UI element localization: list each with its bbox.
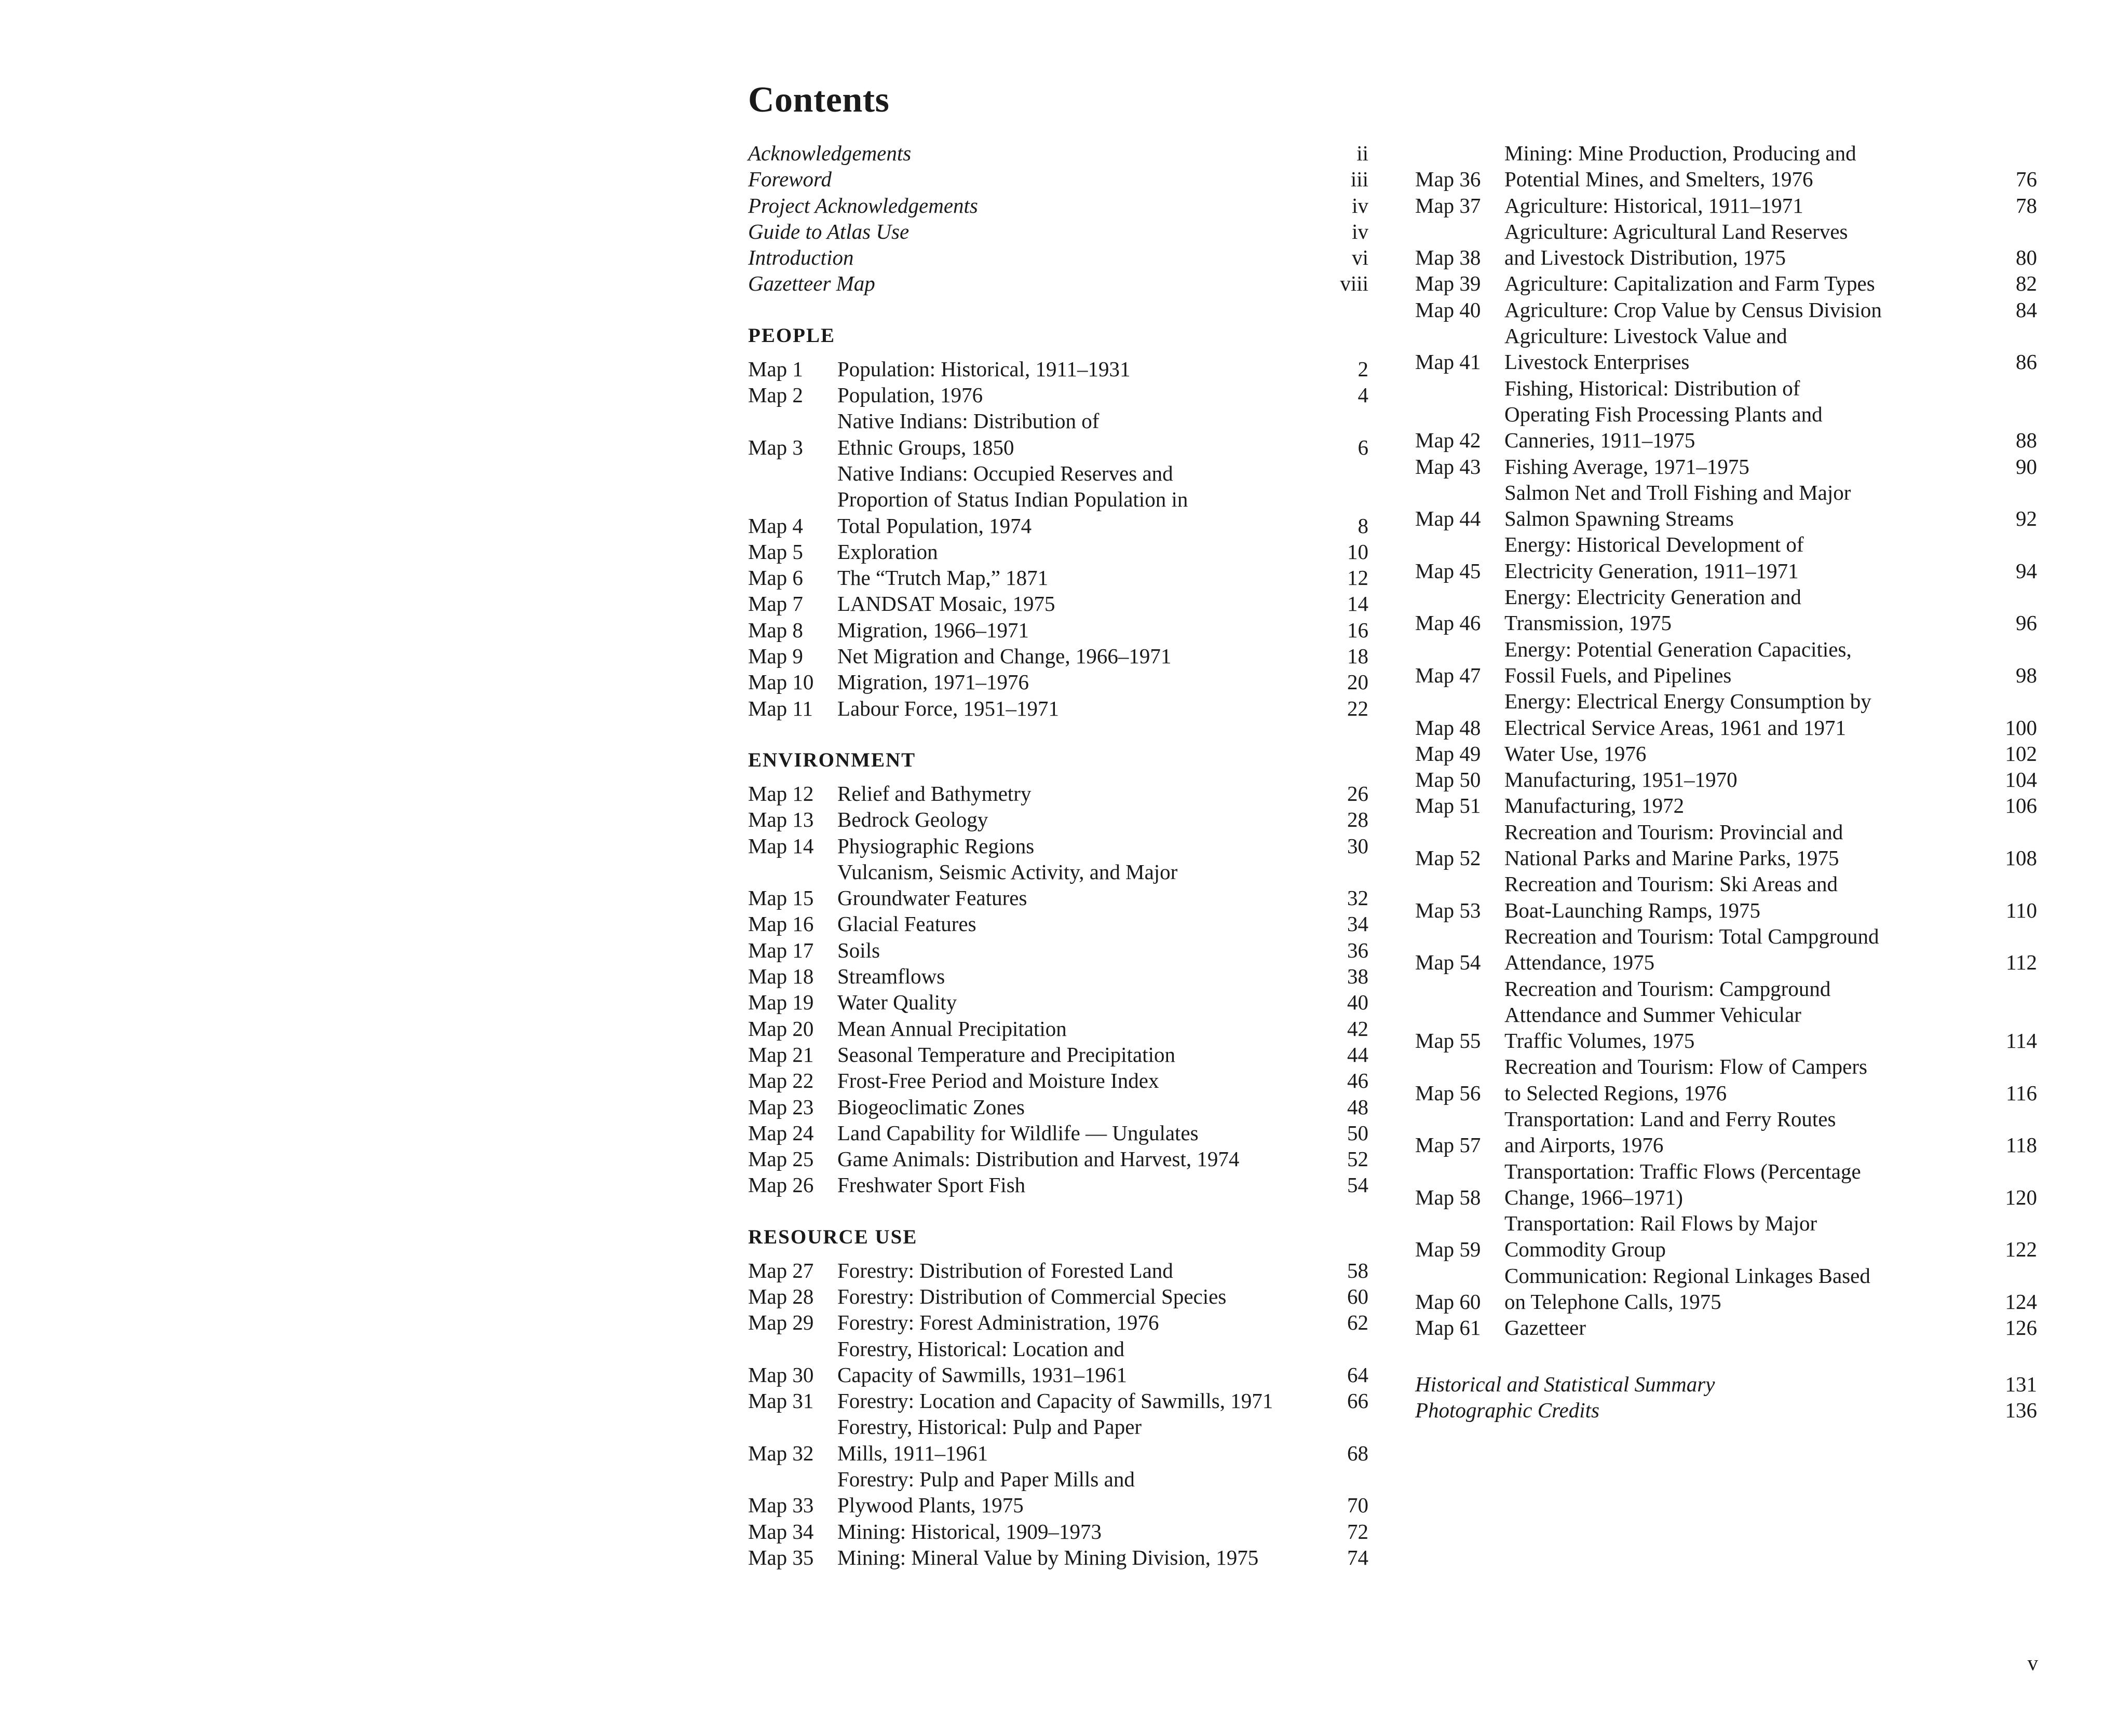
section-entries bbox=[748, 356, 1368, 721]
map-page: 124 bbox=[2005, 1290, 2037, 1314]
map-number: Map 4 bbox=[748, 513, 803, 538]
map-number: Map 38 bbox=[1415, 245, 1481, 270]
map-page: 4 bbox=[1358, 383, 1368, 407]
right-map-list bbox=[1415, 140, 2037, 1341]
map-title: Native Indians: Occupied Reserves and Proportion of Status Indian Population in Total Population, 1974 bbox=[837, 461, 1188, 538]
section-block bbox=[748, 323, 1368, 721]
map-page: 66 bbox=[1347, 1389, 1368, 1413]
map-page: 14 bbox=[1347, 592, 1368, 616]
map-entry bbox=[748, 565, 1368, 591]
spacer bbox=[1415, 1341, 2037, 1371]
map-number: Map 31 bbox=[748, 1389, 814, 1413]
map-number: Map 46 bbox=[1415, 611, 1481, 635]
map-entry bbox=[1415, 297, 2037, 323]
map-page: 108 bbox=[2005, 846, 2037, 870]
map-page: 72 bbox=[1347, 1519, 1368, 1543]
map-number: Map 2 bbox=[748, 383, 803, 407]
map-entry bbox=[1415, 636, 2037, 689]
map-page: 36 bbox=[1347, 938, 1368, 962]
map-page: 34 bbox=[1347, 912, 1368, 936]
map-title: Recreation and Tourism: Provincial and National Parks and Marine Parks, 1975 bbox=[1504, 819, 1843, 870]
map-entry bbox=[748, 1544, 1368, 1570]
map-page: 122 bbox=[2005, 1237, 2037, 1262]
map-page: 20 bbox=[1347, 670, 1368, 694]
map-entry bbox=[1415, 688, 2037, 741]
map-title: Energy: Historical Development of Electricity Generation, 1911–1971 bbox=[1504, 532, 1804, 583]
map-title: Soils bbox=[837, 938, 880, 962]
map-number: Map 30 bbox=[748, 1362, 814, 1387]
map-number: Map 43 bbox=[1415, 454, 1481, 479]
map-page: 80 bbox=[2016, 245, 2037, 270]
map-number: Map 59 bbox=[1415, 1237, 1481, 1262]
map-title: Labour Force, 1951–1971 bbox=[837, 696, 1059, 720]
entry-label: Historical and Statistical Summary bbox=[1415, 1372, 1715, 1396]
map-page: 6 bbox=[1358, 435, 1368, 459]
map-page: 32 bbox=[1347, 886, 1368, 910]
map-number: Map 53 bbox=[1415, 898, 1481, 922]
map-entry bbox=[1415, 792, 2037, 818]
map-entry bbox=[748, 1309, 1368, 1335]
map-page: 104 bbox=[2005, 768, 2037, 792]
map-page: 62 bbox=[1347, 1310, 1368, 1335]
entry-page: iv bbox=[1352, 193, 1368, 217]
map-entry bbox=[748, 1257, 1368, 1283]
map-page: 98 bbox=[2016, 663, 2037, 687]
map-page: 2 bbox=[1358, 357, 1368, 381]
map-entry bbox=[1415, 871, 2037, 923]
map-title: Physiographic Regions bbox=[837, 833, 1035, 858]
map-title: Gazetteer bbox=[1504, 1316, 1586, 1340]
map-number: Map 41 bbox=[1415, 350, 1481, 374]
map-number: Map 52 bbox=[1415, 846, 1481, 870]
map-page: 48 bbox=[1347, 1095, 1368, 1119]
map-number: Map 14 bbox=[748, 833, 814, 858]
entry-label: Photographic Credits bbox=[1415, 1398, 1599, 1422]
map-title: Forestry: Location and Capacity of Sawmills, 1971 bbox=[837, 1389, 1273, 1413]
map-number: Map 39 bbox=[1415, 271, 1481, 296]
map-number: Map 11 bbox=[748, 696, 813, 720]
entry-label: Foreword bbox=[748, 167, 832, 192]
map-entry bbox=[1415, 976, 2037, 1054]
map-entry bbox=[748, 911, 1368, 937]
map-number: Map 47 bbox=[1415, 663, 1481, 687]
map-page: 86 bbox=[2016, 350, 2037, 374]
map-page: 68 bbox=[1347, 1441, 1368, 1465]
map-title: Forestry: Distribution of Forested Land bbox=[837, 1258, 1173, 1282]
map-title: Forestry, Historical: Location and Capacity of Sawmills, 1931–1961 bbox=[837, 1336, 1128, 1387]
map-title: Frost-Free Period and Moisture Index bbox=[837, 1069, 1159, 1093]
map-number: Map 42 bbox=[1415, 428, 1481, 453]
map-number: Map 15 bbox=[748, 886, 814, 910]
map-entry bbox=[748, 669, 1368, 695]
map-page: 54 bbox=[1347, 1173, 1368, 1197]
entry-label: Acknowledgements bbox=[748, 141, 912, 165]
map-page: 8 bbox=[1358, 513, 1368, 538]
map-title: Mining: Historical, 1909–1973 bbox=[837, 1519, 1102, 1543]
map-entry bbox=[748, 859, 1368, 911]
map-page: 82 bbox=[2016, 271, 2037, 296]
right-column bbox=[1415, 140, 2037, 1423]
section-block bbox=[748, 1224, 1368, 1571]
map-title: Agriculture: Crop Value by Census Division bbox=[1504, 297, 1882, 322]
map-number: Map 21 bbox=[748, 1042, 814, 1067]
section-entries bbox=[748, 781, 1368, 1198]
map-entry bbox=[748, 781, 1368, 807]
map-number: Map 7 bbox=[748, 592, 803, 616]
map-entry bbox=[748, 1283, 1368, 1309]
map-number: Map 9 bbox=[748, 644, 803, 668]
map-page: 50 bbox=[1347, 1120, 1368, 1145]
map-page: 52 bbox=[1347, 1147, 1368, 1171]
map-number: Map 57 bbox=[1415, 1133, 1481, 1157]
entry-label: Introduction bbox=[748, 245, 854, 270]
entry-page: 131 bbox=[2005, 1372, 2037, 1396]
map-page: 74 bbox=[1347, 1545, 1368, 1569]
toc-entry bbox=[748, 244, 1368, 270]
map-entry bbox=[1415, 270, 2037, 296]
section-heading: RESOURCE USE bbox=[748, 1225, 918, 1248]
map-title: Transportation: Land and Ferry Routes and Airports, 1976 bbox=[1504, 1106, 1836, 1157]
map-entry bbox=[748, 1414, 1368, 1466]
map-number: Map 27 bbox=[748, 1258, 814, 1282]
map-page: 110 bbox=[2006, 898, 2037, 922]
map-page: 44 bbox=[1347, 1042, 1368, 1067]
entry-page: ii bbox=[1356, 141, 1368, 165]
map-entry bbox=[1415, 375, 2037, 454]
entry-page: viii bbox=[1340, 271, 1368, 296]
map-entry bbox=[748, 695, 1368, 721]
entry-page: iv bbox=[1352, 219, 1368, 243]
map-number: Map 10 bbox=[748, 670, 814, 694]
sections-list bbox=[748, 323, 1368, 1570]
map-entry bbox=[748, 591, 1368, 617]
map-title: Recreation and Tourism: Ski Areas and Boat-Launching Ramps, 1975 bbox=[1504, 872, 1838, 922]
map-number: Map 1 bbox=[748, 357, 803, 381]
map-entry bbox=[748, 833, 1368, 859]
map-number: Map 51 bbox=[1415, 794, 1481, 818]
map-page: 126 bbox=[2005, 1316, 2037, 1340]
map-number: Map 33 bbox=[748, 1493, 814, 1518]
entry-label: Project Acknowledgements bbox=[748, 193, 978, 217]
map-entry bbox=[748, 617, 1368, 643]
map-number: Map 35 bbox=[748, 1545, 814, 1569]
map-title: Exploration bbox=[837, 539, 938, 564]
map-number: Map 37 bbox=[1415, 193, 1481, 217]
map-entry bbox=[748, 382, 1368, 408]
map-title: Relief and Bathymetry bbox=[837, 781, 1031, 805]
map-entry bbox=[748, 1042, 1368, 1068]
map-entry bbox=[748, 1466, 1368, 1519]
map-title: Energy: Potential Generation Capacities, Fossil Fuels, and Pipelines bbox=[1504, 637, 1852, 687]
map-title: Forestry: Distribution of Commercial Species bbox=[837, 1284, 1227, 1308]
entry-page: 136 bbox=[2005, 1398, 2037, 1422]
map-title: The “Trutch Map,” 1871 bbox=[837, 566, 1049, 590]
toc-entry bbox=[1415, 1371, 2037, 1397]
map-entry bbox=[748, 1016, 1368, 1042]
map-title: Mining: Mineral Value by Mining Division, 1975 bbox=[837, 1545, 1259, 1569]
toc-entry bbox=[1415, 1397, 2037, 1423]
map-entry bbox=[748, 460, 1368, 539]
map-page: 92 bbox=[2016, 507, 2037, 531]
map-entry bbox=[748, 989, 1368, 1015]
map-page: 16 bbox=[1347, 618, 1368, 642]
page-number: v bbox=[2027, 1651, 2038, 1675]
map-title: Population, 1976 bbox=[837, 383, 983, 407]
map-number: Map 29 bbox=[748, 1310, 814, 1335]
map-entry bbox=[1415, 480, 2037, 532]
map-title: Population: Historical, 1911–1931 bbox=[837, 357, 1131, 381]
map-entry bbox=[748, 937, 1368, 963]
map-number: Map 61 bbox=[1415, 1316, 1481, 1340]
map-page: 58 bbox=[1347, 1258, 1368, 1282]
map-entry bbox=[1415, 1263, 2037, 1315]
map-title: Vulcanism, Seismic Activity, and Major Groundwater Features bbox=[837, 859, 1178, 910]
map-page: 30 bbox=[1347, 833, 1368, 858]
map-number: Map 6 bbox=[748, 566, 803, 590]
map-number: Map 58 bbox=[1415, 1185, 1481, 1209]
map-entry bbox=[1415, 819, 2037, 871]
map-number: Map 40 bbox=[1415, 297, 1481, 322]
map-title: Bedrock Geology bbox=[837, 808, 988, 832]
map-page: 70 bbox=[1347, 1493, 1368, 1518]
map-page: 96 bbox=[2016, 611, 2037, 635]
map-number: Map 50 bbox=[1415, 768, 1481, 792]
map-number: Map 44 bbox=[1415, 507, 1481, 531]
map-title: Energy: Electrical Energy Consumption by Electrical Service Areas, 1961 and 1971 bbox=[1504, 689, 1871, 740]
map-page: 40 bbox=[1347, 990, 1368, 1015]
map-entry bbox=[1415, 767, 2037, 792]
map-number: Map 49 bbox=[1415, 741, 1481, 766]
map-entry bbox=[1415, 218, 2037, 271]
map-number: Map 55 bbox=[1415, 1029, 1481, 1053]
entry-page: vi bbox=[1352, 245, 1368, 270]
map-entry bbox=[1415, 1210, 2037, 1263]
map-page: 114 bbox=[2006, 1029, 2037, 1053]
map-page: 94 bbox=[2016, 558, 2037, 583]
map-number: Map 25 bbox=[748, 1147, 814, 1171]
map-title: Energy: Electricity Generation and Transmission, 1975 bbox=[1504, 585, 1801, 635]
map-title: Water Use, 1976 bbox=[1504, 741, 1647, 766]
map-title: Communication: Regional Linkages Based on Telephone Calls, 1975 bbox=[1504, 1263, 1870, 1314]
map-entry bbox=[1415, 454, 2037, 480]
map-number: Map 8 bbox=[748, 618, 803, 642]
front-matter-list bbox=[748, 140, 1368, 297]
map-entry bbox=[748, 1388, 1368, 1414]
map-title: Land Capability for Wildlife — Ungulates bbox=[837, 1120, 1199, 1145]
map-number: Map 16 bbox=[748, 912, 814, 936]
map-entry bbox=[1415, 1054, 2037, 1106]
map-title: Migration, 1966–1971 bbox=[837, 618, 1029, 642]
map-entry bbox=[748, 539, 1368, 565]
map-number: Map 22 bbox=[748, 1069, 814, 1093]
map-page: 76 bbox=[2016, 167, 2037, 192]
map-title: Manufacturing, 1951–1970 bbox=[1504, 768, 1738, 792]
map-title: Salmon Net and Troll Fishing and Major Salmon Spawning Streams bbox=[1504, 480, 1851, 531]
map-entry bbox=[1415, 923, 2037, 976]
map-title: Water Quality bbox=[837, 990, 957, 1015]
map-page: 46 bbox=[1347, 1069, 1368, 1093]
map-number: Map 12 bbox=[748, 781, 814, 805]
map-page: 116 bbox=[2006, 1081, 2037, 1105]
map-title: Recreation and Tourism: Flow of Campers to Selected Regions, 1976 bbox=[1504, 1055, 1867, 1105]
map-entry bbox=[1415, 1158, 2037, 1211]
map-title: Forestry: Pulp and Paper Mills and Plywood Plants, 1975 bbox=[837, 1467, 1135, 1518]
entry-label: Gazetteer Map bbox=[748, 271, 875, 296]
map-number: Map 32 bbox=[748, 1441, 814, 1465]
map-number: Map 17 bbox=[748, 938, 814, 962]
map-page: 84 bbox=[2016, 297, 2037, 322]
map-number: Map 13 bbox=[748, 808, 814, 832]
map-page: 112 bbox=[2006, 950, 2037, 975]
map-number: Map 20 bbox=[748, 1016, 814, 1041]
map-entry bbox=[1415, 584, 2037, 636]
map-page: 78 bbox=[2016, 193, 2037, 217]
map-entry bbox=[1415, 193, 2037, 218]
map-page: 90 bbox=[2016, 454, 2037, 479]
map-page: 22 bbox=[1347, 696, 1368, 720]
map-title: Migration, 1971–1976 bbox=[837, 670, 1029, 694]
map-number: Map 34 bbox=[748, 1519, 814, 1543]
map-title: Mean Annual Precipitation bbox=[837, 1016, 1067, 1041]
map-number: Map 18 bbox=[748, 964, 814, 989]
toc-entry bbox=[748, 140, 1368, 166]
section-heading: ENVIRONMENT bbox=[748, 748, 916, 771]
map-number: Map 5 bbox=[748, 539, 803, 564]
map-number: Map 56 bbox=[1415, 1081, 1481, 1105]
entry-label: Guide to Atlas Use bbox=[748, 219, 910, 243]
map-page: 88 bbox=[2016, 428, 2037, 453]
map-page: 38 bbox=[1347, 964, 1368, 989]
section-entries bbox=[748, 1257, 1368, 1571]
map-title: Recreation and Tourism: Total Campground Attendance, 1975 bbox=[1504, 924, 1879, 975]
map-entry bbox=[1415, 1315, 2037, 1341]
map-title: Streamflows bbox=[837, 964, 945, 989]
map-title: Transportation: Traffic Flows (Percentage Change, 1966–1971) bbox=[1504, 1159, 1861, 1209]
map-title: Agriculture: Agricultural Land Reserves and Livestock Distribution, 1975 bbox=[1504, 219, 1848, 270]
page-title: Contents bbox=[748, 80, 890, 120]
toc-entry bbox=[748, 193, 1368, 218]
map-title: Fishing Average, 1971–1975 bbox=[1504, 454, 1749, 479]
map-number: Map 48 bbox=[1415, 715, 1481, 740]
map-page: 26 bbox=[1347, 781, 1368, 805]
map-entry bbox=[748, 356, 1368, 382]
map-page: 102 bbox=[2005, 741, 2037, 766]
map-number: Map 36 bbox=[1415, 167, 1481, 192]
map-title: Agriculture: Capitalization and Farm Types bbox=[1504, 271, 1875, 296]
map-entry bbox=[748, 1068, 1368, 1093]
map-entry bbox=[748, 1519, 1368, 1544]
left-column bbox=[748, 140, 1368, 1570]
section-heading: PEOPLE bbox=[748, 324, 836, 347]
back-matter-list bbox=[1415, 1371, 2037, 1424]
map-number: Map 26 bbox=[748, 1173, 814, 1197]
map-entry bbox=[748, 1336, 1368, 1388]
map-number: Map 3 bbox=[748, 435, 803, 459]
map-title: Manufacturing, 1972 bbox=[1504, 794, 1685, 818]
map-title: Forestry: Forest Administration, 1976 bbox=[837, 1310, 1159, 1335]
map-page: 18 bbox=[1347, 644, 1368, 668]
map-title: Agriculture: Historical, 1911–1971 bbox=[1504, 193, 1803, 217]
map-title: Native Indians: Distribution of Ethnic Groups, 1850 bbox=[837, 409, 1099, 459]
map-page: 42 bbox=[1347, 1016, 1368, 1041]
map-title: Freshwater Sport Fish bbox=[837, 1173, 1026, 1197]
map-title: Mining: Mine Production, Producing and Potential Mines, and Smelters, 1976 bbox=[1504, 141, 1856, 192]
map-title: Glacial Features bbox=[837, 912, 976, 936]
map-page: 120 bbox=[2005, 1185, 2037, 1209]
map-page: 28 bbox=[1347, 808, 1368, 832]
map-entry bbox=[1415, 140, 2037, 193]
map-title: Recreation and Tourism: Campground Attendance and Summer Vehicular Traffic Volumes, 1975 bbox=[1504, 976, 1831, 1053]
entry-page: iii bbox=[1350, 167, 1368, 192]
map-title: Agriculture: Livestock Value and Livestock Enterprises bbox=[1504, 324, 1787, 374]
map-number: Map 54 bbox=[1415, 950, 1481, 975]
map-page: 12 bbox=[1347, 566, 1368, 590]
map-title: LANDSAT Mosaic, 1975 bbox=[837, 592, 1055, 616]
toc-entry bbox=[748, 270, 1368, 296]
map-title: Biogeoclimatic Zones bbox=[837, 1095, 1025, 1119]
map-page: 106 bbox=[2005, 794, 2037, 818]
map-entry bbox=[1415, 1106, 2037, 1158]
map-entry bbox=[1415, 323, 2037, 375]
map-title: Game Animals: Distribution and Harvest, 1974 bbox=[837, 1147, 1240, 1171]
section-block bbox=[748, 747, 1368, 1198]
map-number: Map 19 bbox=[748, 990, 814, 1015]
map-entry bbox=[748, 963, 1368, 989]
map-number: Map 28 bbox=[748, 1284, 814, 1308]
map-entry bbox=[748, 643, 1368, 669]
map-page: 10 bbox=[1347, 539, 1368, 564]
map-title: Seasonal Temperature and Precipitation bbox=[837, 1042, 1176, 1067]
map-entry bbox=[1415, 741, 2037, 767]
map-entry bbox=[1415, 531, 2037, 584]
map-title: Fishing, Historical: Distribution of Operating Fish Processing Plants and Canneries, 1911–1975 bbox=[1504, 376, 1823, 453]
map-entry bbox=[748, 1120, 1368, 1146]
map-number: Map 23 bbox=[748, 1095, 814, 1119]
map-entry bbox=[748, 807, 1368, 832]
map-entry bbox=[748, 1172, 1368, 1198]
toc-entry bbox=[748, 218, 1368, 244]
map-title: Forestry, Historical: Pulp and Paper Mills, 1911–1961 bbox=[837, 1415, 1142, 1465]
map-entry bbox=[748, 1094, 1368, 1120]
map-number: Map 45 bbox=[1415, 558, 1481, 583]
map-entry bbox=[748, 1146, 1368, 1172]
map-number: Map 60 bbox=[1415, 1290, 1481, 1314]
map-page: 118 bbox=[2006, 1133, 2037, 1157]
map-entry bbox=[748, 408, 1368, 460]
map-page: 100 bbox=[2005, 715, 2037, 740]
toc-entry bbox=[748, 166, 1368, 192]
map-title: Transportation: Rail Flows by Major Commodity Group bbox=[1504, 1211, 1817, 1262]
map-title: Net Migration and Change, 1966–1971 bbox=[837, 644, 1172, 668]
map-page: 64 bbox=[1347, 1362, 1368, 1387]
map-page: 60 bbox=[1347, 1284, 1368, 1308]
map-number: Map 24 bbox=[748, 1120, 814, 1145]
